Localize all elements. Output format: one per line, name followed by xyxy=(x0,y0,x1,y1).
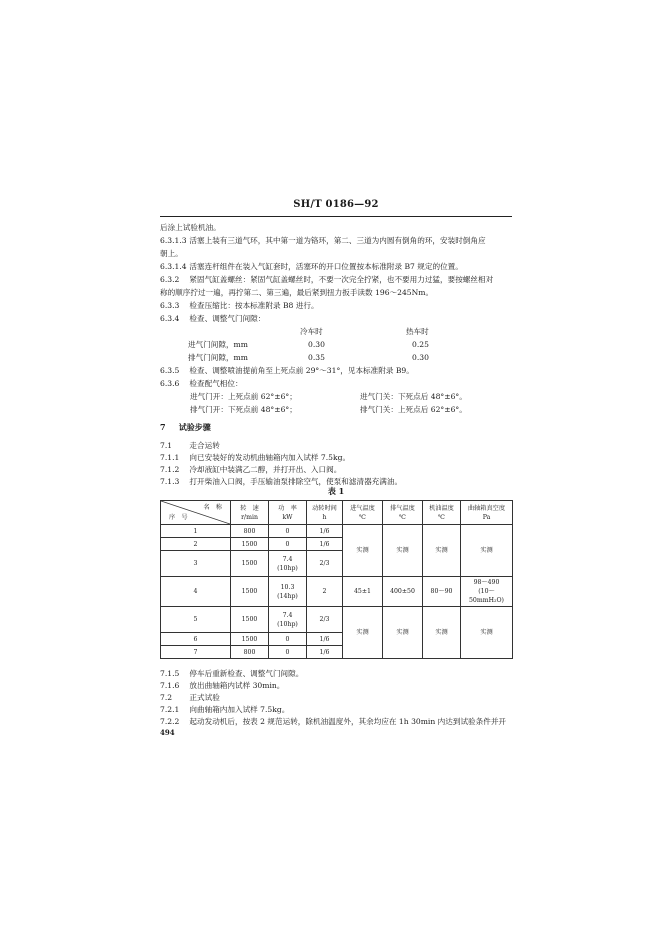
table-1-title: 表 1 xyxy=(327,486,345,496)
table-row: 2 1500 0 1/6 xyxy=(161,538,513,551)
measured-cell: 实测 xyxy=(383,525,423,577)
clause-7-1-5: 7.1.5 停车后重新检查、调整气门间隙。 xyxy=(160,669,304,678)
header-speed: 转 速 r/min xyxy=(231,501,269,525)
standard-code: SH/T 0186—92 xyxy=(293,199,379,210)
measured-cell: 实测 xyxy=(423,607,461,659)
header-rule xyxy=(160,216,512,217)
exhaust-cold-value: 0.35 xyxy=(308,353,325,362)
measured-cell: 实测 xyxy=(461,607,513,659)
table-row: 1 800 0 1/6 实测 实测 实测 实测 xyxy=(161,525,513,538)
table-row: 3 1500 7.4 (10hp) 2/3 xyxy=(161,551,513,577)
header-intake-temp: 进气温度 ℃ xyxy=(343,501,383,525)
clause-7-2: 7.2 正式试验 xyxy=(160,693,220,702)
intake-close: 进气门关：下死点后 48°±6°。 xyxy=(360,392,467,401)
clause-7-1-3: 7.1.3 打开柴油入口阀，手压输油泵排除空气，使泵和滤清器充满油。 xyxy=(160,477,403,486)
clause-7-1-1: 7.1.1 向已安装好的发动机曲轴箱内加入试样 7.5kg。 xyxy=(160,453,351,462)
header-power: 功 率 kW xyxy=(269,501,307,525)
exhaust-temp-value: 400±50 xyxy=(383,577,423,607)
clause-6-3-4: 6.3.4 检查、调整气门间隙： xyxy=(160,314,266,323)
clause-7-2-2: 7.2.2 起动发动机后，按表 2 规范运转，除机油温度外，其余均应在 1h 30min 内达到试验条件并开 xyxy=(160,717,507,726)
exhaust-hot-value: 0.30 xyxy=(412,353,429,362)
measured-cell: 实测 xyxy=(461,525,513,577)
page-number: 494 xyxy=(160,728,175,737)
clause-7-1-6: 7.1.6 放出曲轴箱内试样 30min。 xyxy=(160,681,285,690)
clause-6-3-1-3: 6.3.1.3 活塞上装有三道气环，其中第一道为铬环，第二、三道为内圆有倒角的环，安装时倒角应 xyxy=(160,236,486,245)
clause-7-1-2: 7.1.2 冷却液缸中装满乙二醇，并打开出、入口阀。 xyxy=(160,465,342,474)
measured-cell: 实测 xyxy=(383,607,423,659)
header-exhaust-temp: 排气温度 ℃ xyxy=(383,501,423,525)
exhaust-open: 排气门开：下死点前 48°±6°； xyxy=(190,405,297,414)
header-oil-temp: 机油温度 ℃ xyxy=(423,501,461,525)
intake-cold-value: 0.30 xyxy=(308,340,325,349)
clause-7-2-1: 7.2.1 向曲轴箱内加入试样 7.5kg。 xyxy=(160,705,290,714)
text-line: 朝上。 xyxy=(160,249,183,258)
clause-7-1: 7.1 走合运转 xyxy=(160,441,220,450)
measured-cell: 实测 xyxy=(343,525,383,577)
clause-6-3-3: 6.3.3 检查压缩比：按本标准附录 B8 进行。 xyxy=(160,301,319,310)
corner-bottom-label: 序 号 xyxy=(169,514,188,521)
exhaust-clearance-label: 排气门间隙，mm xyxy=(188,353,248,362)
intake-temp-value: 45±1 xyxy=(343,577,383,607)
table-row: 6 1500 0 1/6 xyxy=(161,633,513,646)
header-crankcase-vacuum: 曲轴箱真空度 Pa xyxy=(461,501,513,525)
exhaust-close: 排气门关：上死点后 62°±6°。 xyxy=(360,405,467,414)
table-row: 7 800 0 1/6 xyxy=(161,646,513,659)
clause-6-3-6: 6.3.6 检查配气相位： xyxy=(160,379,243,388)
measured-cell: 实测 xyxy=(343,607,383,659)
table-corner-cell xyxy=(161,501,231,525)
table-row: 4 1500 10.3 (14hp) 2 45±1 400±50 80～90 98～490 (10～50mmH₂O) xyxy=(161,577,513,607)
clause-6-3-2: 6.3.2 紧固气缸盖螺丝：紧固气缸盖螺丝时，不要一次完全拧紧，也不要用力过猛，要按螺丝相对 xyxy=(160,275,494,284)
text-line: 后涂上试验机油。 xyxy=(160,223,221,232)
intake-clearance-label: 进气门间隙，mm xyxy=(188,340,248,349)
clause-6-3-5: 6.3.5 检查、调整喷油提前角至上死点前 29°～31°，见本标准附录 B9。 xyxy=(160,366,414,375)
text-line: 称的顺序拧过一遍，再拧第二、第三遍，最后紧到扭力扳手读数 196～245Nm。 xyxy=(160,288,434,297)
clause-6-3-1-4: 6.3.1.4 活塞连杆组件在装入气缸套时，活塞环的开口位置按本标准附录 B7 规定的位置。 xyxy=(160,262,463,271)
page-header xyxy=(160,199,512,221)
vacuum-value: 98～490 (10～50mmH₂O) xyxy=(461,577,513,607)
section-7-heading: 7 试验步骤 xyxy=(160,422,211,432)
intake-open: 进气门开：上死点前 62°±6°； xyxy=(190,392,297,401)
col-cold: 冷车时 xyxy=(300,327,323,336)
oil-temp-value: 80～90 xyxy=(423,577,461,607)
measured-cell: 实测 xyxy=(423,525,461,577)
table-header-row xyxy=(161,501,513,525)
intake-hot-value: 0.25 xyxy=(412,340,429,349)
test-schedule-table xyxy=(160,500,513,659)
header-run-time: 动转时间 h xyxy=(307,501,343,525)
corner-top-label: 名 称 xyxy=(203,504,222,511)
col-hot: 热车时 xyxy=(406,327,429,336)
table-row: 5 1500 7.4 (10hp) 2/3 实测 实测 实测 实测 xyxy=(161,607,513,633)
